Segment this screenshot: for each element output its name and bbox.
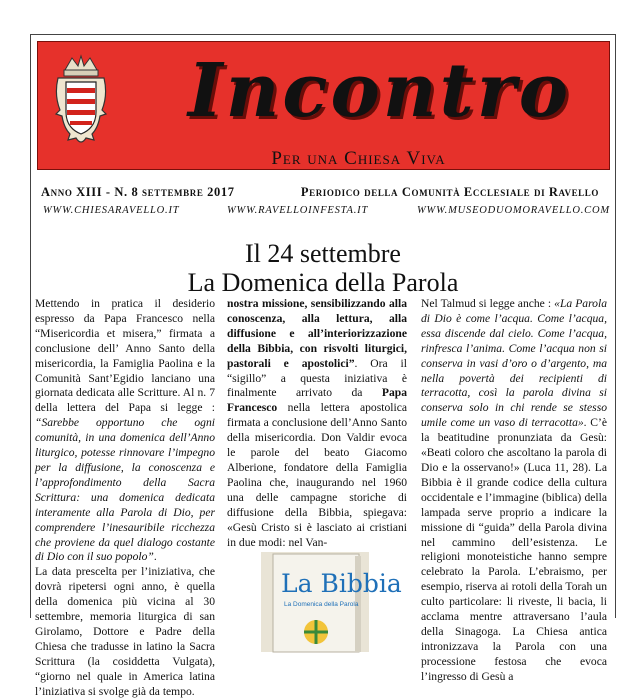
col2-paragraph: nostra missione, sensibilizzando alla conoscenza, alla lettura, alla diffusione e all’interiorizzazione della Bibbia, con risvolti liturgici, pastorali e apostolici”. Ora il “sigillo” a questa iniziativa è finalmente arrivato da Papa Francesco nella lettera apostolica firmata a conclusione dell’Anno Santo della misericordia. Don Valdir evoca le parole del beato Giacomo Alberione, fondatore della Famiglia Paolina che, inaugurando nel 1960 una delle campagne storiche di diffusione della Bibbia, spiegava: «Gesù Cristo si è lasciato ai cristiani in due modi: nel Van- <box>227 297 407 549</box>
article-column-1 <box>35 297 215 699</box>
newspaper-page <box>30 34 616 698</box>
col3-paragraph: Nel Talmud si legge anche : «La Parola di Dio è come l’acqua. Come l’acqua, essa discende dal cielo. Come l’acqua, rinfresca l’anima. Come l’acqua non si conserva in vasi d’oro o d’argento, ma nella povertà dei recipienti di terracotta, così la parola divina si conserva solo in chi rende se stesso umile come un vaso di terracotta». C’è la beatitudine pronunziata da Gesù: «Beati coloro che ascoltano la parola di Dio e la osservano!» (Luca 11, 28). La Bibbia è il grande codice della cultura occidentale e l’immagine (biblica) della lampada serve proprio a indicare la missione di “guida” della Parola divina nel cammino dell’esistenza. Le religioni monoteistiche hanno sempre celebrato la Parola. L’ebraismo, per esempio, riserva ai rotoli della Torah un culto particolare: li riveste, li bacia, li acclama mentre attraversano l’aula della Sinagoga. La Chiesa antica intronizzava la Parola con una processione festosa che evoca l’ingresso di Gesù a <box>421 297 608 683</box>
book-title: La Bibbia <box>281 569 402 598</box>
col1-paragraph-1: Mettendo in pratica il desiderio espresso da Papa Francesco nella “Misericordia et misera,” firmata a conclusione dell’ Anno Santo della misericordia, la Famiglia Paolina e la Comunità Sant’Egidio lanciano una giornata dedicata alle Scritture. Al n. 7 della lettera del Papa si legge : “Sarebbe opportuno che ogni comunità, in una domenica dell’Anno liturgico, potesse rinnovare l’impegno per la diffusione, la conoscenza e l’approfondimento della Sacra Scrittura: una domenica dedicata interamente alla Parola di Dio, per comprendere l’inesauribile ricchezza che proviene da quel dialogo costante di Dio con il suo popolo”. <box>35 297 215 564</box>
col1-paragraph-2: La data prescelta per l’iniziativa, che dovrà ripetersi ogni anno, è quella della domenica più vicina al 30 settembre, memoria liturgica di san Girolamo, Dottore e Padre della Chiesa che tradusse in latino la Sacra Scrittura (la cosiddetta Vulgata), “giorno nel quale in America latina l’iniziativa si svolge già da tempo. <box>35 565 215 698</box>
bible-book-image <box>259 550 402 652</box>
book-subtitle: La Domenica della Parola <box>284 601 359 608</box>
headline-line-1: Il 24 settembre <box>245 239 401 268</box>
periodical-description: Periodico della Comunità Ecclesiale di Ravello <box>300 185 599 199</box>
talmud-quote: «La Parola di Dio è come l’acqua. Come l’acqua, essa discende dal cielo. Come l’acqua, rinfresca l’anima. Come l’acqua non si conserva in vasi d’oro o d’argento, ma nella povertà dei recipienti di terracotta, così la parola divina si conserva solo in chi rende se stesso umile come un vaso di terracotta» <box>421 297 608 430</box>
article-column-2 <box>227 297 407 550</box>
masthead-title: Incontro <box>188 48 572 134</box>
issue-edition: Anno XIII - N. 8 settembre 2017 <box>41 185 235 199</box>
article-column-3 <box>421 297 607 685</box>
headline-line-2: La Domenica della Parola <box>187 268 459 297</box>
article-headline <box>31 239 615 297</box>
crest-icon <box>50 50 112 150</box>
link-ravelloinfesta[interactable]: WWW.RAVELLOINFESTA.IT <box>227 205 369 216</box>
pope-quote: “Sarebbe opportuno che ogni comunità, in una domenica dell’Anno liturgico, potesse rinnovare l’impegno per la diffusione, la conoscenza e l’approfondimento della Sacra Scrittura: una domenica dedicata interamente alla Parola di Dio, per comprendere l’inesauribile ricchezza che proviene da quel dialogo costante di Dio con il suo popolo” <box>35 416 215 564</box>
link-chiesaravello[interactable]: WWW.CHIESARAVELLO.IT <box>43 205 180 216</box>
masthead-subtitle: Per una Chiesa Viva <box>271 148 446 169</box>
masthead-banner <box>37 41 610 170</box>
link-museoduomoravello[interactable]: WWW.MUSEODUOMORAVELLO.COM <box>417 205 610 216</box>
